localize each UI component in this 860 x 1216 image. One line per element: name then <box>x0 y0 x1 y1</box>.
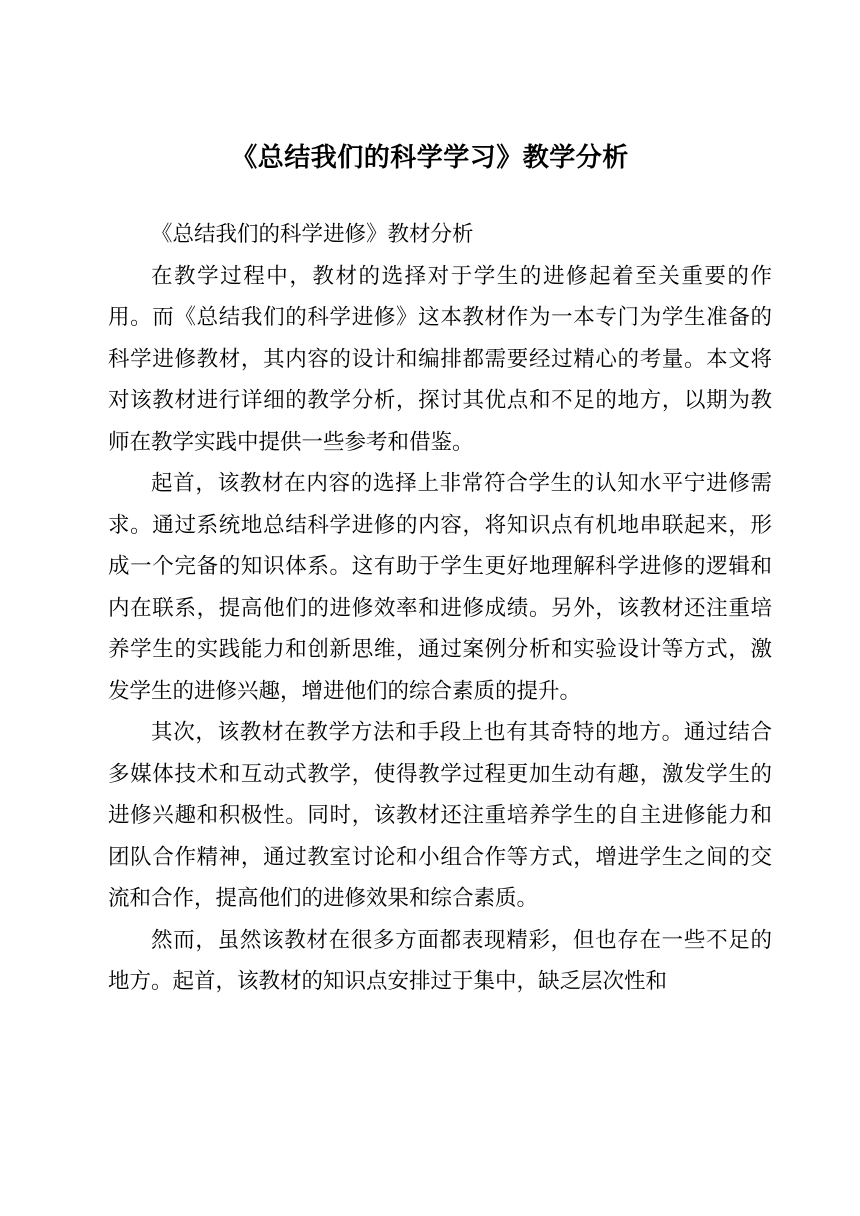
paragraph-subtitle: 《总结我们的科学进修》教材分析 <box>151 222 474 247</box>
paragraph-intro: 在教学过程中，教材的选择对于学生的进修起着至关重要的作用。而《总结我们的科学进修》这本教材作为一本专门为学生准备的科学进修教材，其内容的设计和编排都需要经过精心的考量。本文将对该教材进行详细的教学分析，探讨其优点和不足的地方，以期为教师在教学实践中提供一些参考和借鉴。 <box>108 263 772 455</box>
paragraph-shortcomings: 然而，虽然该教材在很多方面都表现精彩，但也存在一些不足的地方。起首，该教材的知识点安排过于集中，缺乏层次性和 <box>108 927 772 994</box>
document-title: 《总结我们的科学学习》教学分析 <box>231 143 629 173</box>
document-body <box>108 214 772 1003</box>
paragraph-first-point: 起首，该教材在内容的选择上非常符合学生的认知水平宁进修需求。通过系统地总结科学进修的内容，将知识点有机地串联起来，形成一个完备的知识体系。这有助于学生更好地理解科学进修的逻辑和内在联系，提高他们的进修效率和进修成绩。另外，该教材还注重培养学生的实践能力和创新思维，通过案例分析和实验设计等方式，激发学生的进修兴趣，增进他们的综合素质的提升。 <box>108 471 772 704</box>
paragraph-second-point: 其次，该教材在教学方法和手段上也有其奇特的地方。通过结合多媒体技术和互动式教学，使得教学过程更加生动有趣，激发学生的进修兴趣和积极性。同时，该教材还注重培养学生的自主进修能力和团队合作精神，通过教室讨论和小组合作等方式，增进学生之间的交流和合作，提高他们的进修效果和综合素质。 <box>108 720 772 911</box>
